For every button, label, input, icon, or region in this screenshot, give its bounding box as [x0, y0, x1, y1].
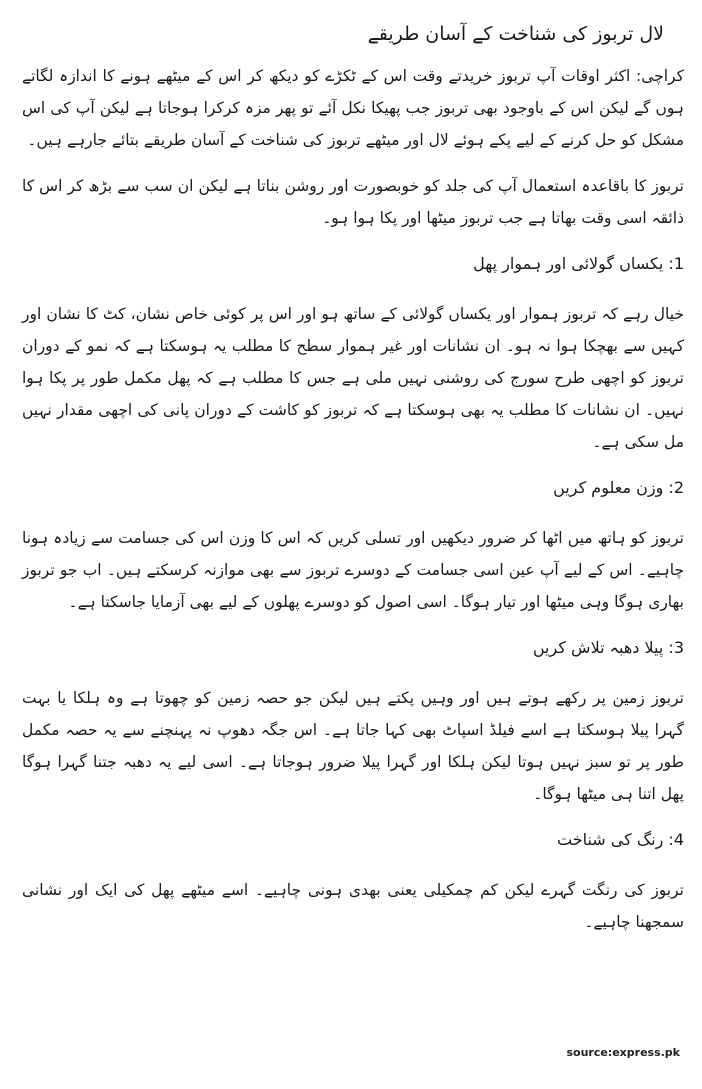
section-heading-weight: 2: وزن معلوم کریں: [553, 478, 684, 497]
section-body-weight: تربوز کو ہاتھ میں اٹھا کر ضرور دیکھیں اور تسلی کریں کہ اس کا وزن اس کی جسامت سے زیادہ ہونا چاہیے۔ اس کے لیے آپ عین اسی جسامت کے دوسرے تربوز سے بھی موازنہ کرسکتے ہیں۔ اب جو تربوز بھاری ہوگا وہی میٹھا اور تیار ہوگا۔ اسی اصول کو دوسرے پھلوں کے لیے بھی آزمایا جاسکتا ہے۔: [22, 529, 684, 611]
section-body-color: تربوز کی رنگت گہرے لیکن کم چمکیلی یعنی بھدی ہونی چاہیے۔ اسے میٹھے پھل کی ایک اور نشانی سمجھنا چاہیے۔: [22, 881, 684, 931]
section-body-yellow-spot: تربوز زمین پر رکھے ہوتے ہیں اور وہیں پکتے ہیں لیکن جو حصہ زمین کو چھوتا ہے وہ ہلکا یا بہت گہرا پیلا ہوسکتا ہے اسے فیلڈ اسپاٹ بھی کہا جاتا ہے۔ اس جگہ دھوپ نہ پہنچنے سے یہ حصہ مکمل طور پر تو سبز نہیں ہوتا لیکن ہلکا اور گہرا پیلا ضرور ہوجاتا ہے۔ اسی لیے یہ دھبہ جتنا گہرا ہوگا پھل اتنا ہی میٹھا ہوگا۔: [22, 689, 684, 803]
benefits-paragraph: تربوز کا باقاعدہ استعمال آپ کی جلد کو خوبصورت اور روشن بناتا ہے لیکن ان سب سے بڑھ کر اس کا ذائقہ اسی وقت بھاتا ہے جب تربوز میٹھا اور پکا ہوا ہو۔: [22, 177, 684, 227]
intro-paragraph: کراچی: اکثر اوقات آپ تربوز خریدتے وقت اس کے ٹکڑے کو دیکھ کر اس کے میٹھے ہونے کا اندازہ لگاتے ہوں گے لیکن اس کے باوجود بھی تربوز جب پھیکا نکل آئے تو پھر مزہ کرکرا ہوجاتا ہے لیکن آپ کی اس مشکل کو حل کرنے کے لیے پکے ہوئے لال اور میٹھے تربوز کی شناخت کے آسان طریقے بتائے جارہے ہیں۔: [22, 67, 684, 149]
section-heading-roundness: 1: یکساں گولائی اور ہموار پھل: [473, 254, 684, 273]
article-title: لال تربوز کی شناخت کے آسان طریقے: [367, 23, 664, 45]
source-credit: source:express.pk: [566, 1046, 680, 1059]
section-body-roundness: خیال رہے کہ تربوز ہموار اور یکساں گولائی کے ساتھ ہو اور اس پر کوئی خاص نشان، کٹ کا نشان اور کہیں سے بھچکا ہوا نہ ہو۔ ان نشانات اور غیر ہموار سطح کا مطلب یہ ہوسکتا ہے کہ نمو کے دوران تربوز کو اچھی طرح سورج کی روشنی نہیں ملی ہے جس کا مطلب ہے کہ پھل مکمل طور پر پکا ہوا نہیں۔ ان نشانات کا مطلب یہ بھی ہوسکتا ہے کہ تربوز کو کاشت کے دوران پانی کی اچھی مقدار نہیں مل سکی ہے۔: [22, 305, 684, 451]
section-heading-yellow-spot: 3: پیلا دھبہ تلاش کریں: [532, 638, 684, 657]
article: [22, 14, 684, 952]
section-heading-color: 4: رنگ کی شناخت: [557, 830, 684, 849]
